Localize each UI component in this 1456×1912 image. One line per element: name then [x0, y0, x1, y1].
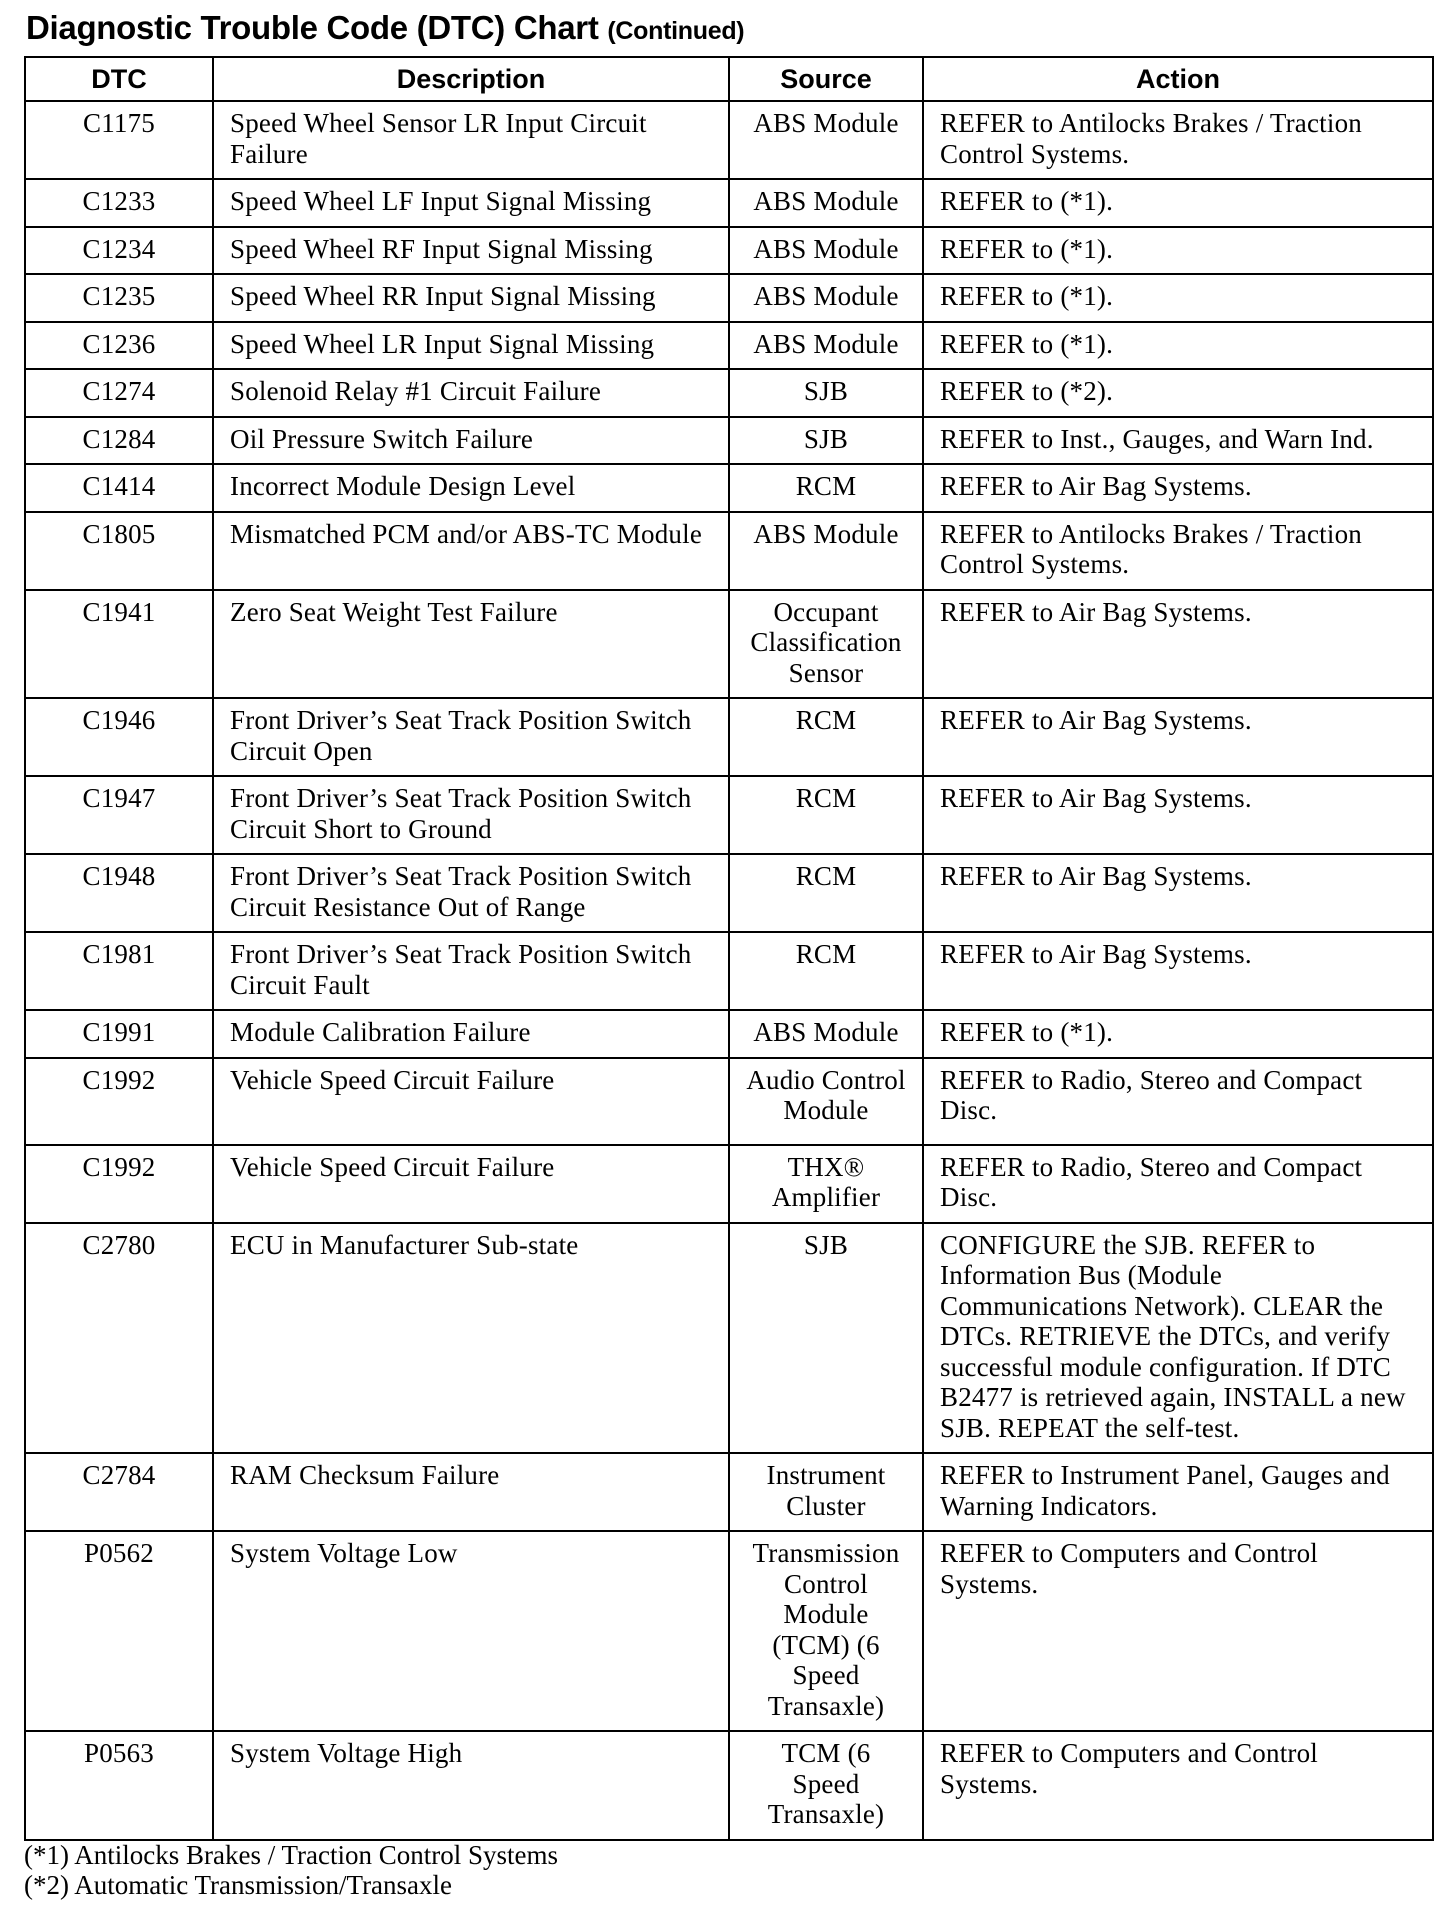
table-row	[25, 590, 1433, 699]
source-cell: ABS Module	[729, 227, 923, 275]
source-cell: RCM	[729, 854, 923, 932]
source-cell: ABS Module	[729, 322, 923, 370]
table-row	[25, 1731, 1433, 1840]
action-cell: REFER to (*1).	[923, 227, 1433, 275]
action-cell: REFER to Air Bag Systems.	[923, 854, 1433, 932]
source-cell: Occupant Classification Sensor	[729, 590, 923, 699]
table-row	[25, 322, 1433, 370]
action-cell: REFER to (*1).	[923, 322, 1433, 370]
description-cell: Oil Pressure Switch Failure	[213, 417, 729, 465]
description-cell: Incorrect Module Design Level	[213, 464, 729, 512]
source-cell: TCM (6 Speed Transaxle)	[729, 1731, 923, 1840]
action-cell: REFER to Air Bag Systems.	[923, 932, 1433, 1010]
source-cell: SJB	[729, 417, 923, 465]
description-cell: Speed Wheel LR Input Signal Missing	[213, 322, 729, 370]
column-header-dtc: DTC	[25, 57, 213, 101]
table-row	[25, 101, 1433, 179]
description-cell: System Voltage High	[213, 1731, 729, 1840]
source-cell: Audio Control Module	[729, 1058, 923, 1145]
description-cell: Speed Wheel RF Input Signal Missing	[213, 227, 729, 275]
footnote-1: (*1) Antilocks Brakes / Traction Control Systems	[24, 1840, 559, 1870]
dtc-code-cell: P0563	[25, 1731, 213, 1840]
dtc-code-cell: P0562	[25, 1531, 213, 1731]
dtc-code-cell: C1234	[25, 227, 213, 275]
action-cell: REFER to Air Bag Systems.	[923, 776, 1433, 854]
source-cell: Instrument Cluster	[729, 1453, 923, 1531]
action-cell: REFER to Air Bag Systems.	[923, 590, 1433, 699]
dtc-code-cell: C1948	[25, 854, 213, 932]
action-cell: REFER to Air Bag Systems.	[923, 698, 1433, 776]
description-cell: System Voltage Low	[213, 1531, 729, 1731]
source-cell: SJB	[729, 1223, 923, 1454]
action-cell: REFER to Air Bag Systems.	[923, 464, 1433, 512]
table-row	[25, 464, 1433, 512]
action-cell: REFER to Radio, Stereo and Compact Disc.	[923, 1058, 1433, 1145]
dtc-code-cell: C1946	[25, 698, 213, 776]
dtc-code-cell: C1233	[25, 179, 213, 227]
source-cell: RCM	[729, 932, 923, 1010]
table-row	[25, 776, 1433, 854]
dtc-code-cell: C1941	[25, 590, 213, 699]
description-cell: Solenoid Relay #1 Circuit Failure	[213, 369, 729, 417]
dtc-code-cell: C2784	[25, 1453, 213, 1531]
dtc-code-cell: C1235	[25, 274, 213, 322]
source-cell: ABS Module	[729, 101, 923, 179]
title-main: Diagnostic Trouble Code (DTC) Chart	[26, 9, 599, 46]
action-cell: REFER to (*2).	[923, 369, 1433, 417]
description-cell: Module Calibration Failure	[213, 1010, 729, 1058]
table-row	[25, 179, 1433, 227]
table-row	[25, 1145, 1433, 1223]
title-suffix: (Continued)	[607, 17, 745, 45]
description-cell: Zero Seat Weight Test Failure	[213, 590, 729, 699]
source-cell: SJB	[729, 369, 923, 417]
description-cell: Front Driver’s Seat Track Position Switch Circuit Short to Ground	[213, 776, 729, 854]
description-cell: Vehicle Speed Circuit Failure	[213, 1058, 729, 1145]
action-cell: REFER to (*1).	[923, 1010, 1433, 1058]
dtc-code-cell: C1236	[25, 322, 213, 370]
dtc-code-cell: C1981	[25, 932, 213, 1010]
description-cell: Speed Wheel LF Input Signal Missing	[213, 179, 729, 227]
table-row	[25, 1453, 1433, 1531]
description-cell: RAM Checksum Failure	[213, 1453, 729, 1531]
action-cell: REFER to Computers and Control Systems.	[923, 1731, 1433, 1840]
table-row	[25, 1058, 1433, 1145]
description-cell: Front Driver’s Seat Track Position Switch Circuit Resistance Out of Range	[213, 854, 729, 932]
table-row	[25, 932, 1433, 1010]
dtc-code-cell: C1175	[25, 101, 213, 179]
source-cell: RCM	[729, 464, 923, 512]
table-row	[25, 417, 1433, 465]
dtc-code-cell: C1274	[25, 369, 213, 417]
dtc-code-cell: C2780	[25, 1223, 213, 1454]
table-row	[25, 227, 1433, 275]
table-row	[25, 698, 1433, 776]
dtc-code-cell: C1414	[25, 464, 213, 512]
table-row	[25, 369, 1433, 417]
action-cell: REFER to (*1).	[923, 179, 1433, 227]
table-header-row	[25, 57, 1433, 101]
action-cell: REFER to Antilocks Brakes / Traction Control Systems.	[923, 512, 1433, 590]
table-row	[25, 854, 1433, 932]
column-header-source: Source	[729, 57, 923, 101]
column-header-description: Description	[213, 57, 729, 101]
action-cell: REFER to Computers and Control Systems.	[923, 1531, 1433, 1731]
source-cell: ABS Module	[729, 274, 923, 322]
column-header-action: Action	[923, 57, 1433, 101]
footnotes	[24, 1840, 558, 1900]
table-row	[25, 1010, 1433, 1058]
description-cell: Speed Wheel RR Input Signal Missing	[213, 274, 729, 322]
dtc-code-cell: C1992	[25, 1145, 213, 1223]
table-row	[25, 1223, 1433, 1454]
action-cell: REFER to Inst., Gauges, and Warn Ind.	[923, 417, 1433, 465]
action-cell: REFER to Instrument Panel, Gauges and Warning Indicators.	[923, 1453, 1433, 1531]
source-cell: RCM	[729, 698, 923, 776]
source-cell: ABS Module	[729, 179, 923, 227]
source-cell: RCM	[729, 776, 923, 854]
action-cell: REFER to Radio, Stereo and Compact Disc.	[923, 1145, 1433, 1223]
dtc-code-cell: C1284	[25, 417, 213, 465]
source-cell: THX® Amplifier	[729, 1145, 923, 1223]
table-row	[25, 1531, 1433, 1731]
dtc-code-cell: C1992	[25, 1058, 213, 1145]
footnote-2: (*2) Automatic Transmission/Transaxle	[24, 1870, 453, 1900]
description-cell: Mismatched PCM and/or ABS-TC Module	[213, 512, 729, 590]
description-cell: Front Driver’s Seat Track Position Switch Circuit Fault	[213, 932, 729, 1010]
dtc-table	[24, 56, 1434, 1841]
dtc-code-cell: C1947	[25, 776, 213, 854]
dtc-code-cell: C1991	[25, 1010, 213, 1058]
action-cell: REFER to Antilocks Brakes / Traction Control Systems.	[923, 101, 1433, 179]
description-cell: Front Driver’s Seat Track Position Switch Circuit Open	[213, 698, 729, 776]
page-title	[26, 6, 744, 53]
action-cell: CONFIGURE the SJB. REFER to Information Bus (Module Communications Network). CLEAR the DTCs. RETRIEVE the DTCs, and verify successful module configuration. If DTC B2477 is retrieved again, INSTALL a new SJB. REPEAT the self-test.	[923, 1223, 1433, 1454]
description-cell: Speed Wheel Sensor LR Input Circuit Failure	[213, 101, 729, 179]
source-cell: ABS Module	[729, 512, 923, 590]
source-cell: ABS Module	[729, 1010, 923, 1058]
action-cell: REFER to (*1).	[923, 274, 1433, 322]
table-row	[25, 512, 1433, 590]
table-row	[25, 274, 1433, 322]
description-cell: ECU in Manufacturer Sub-state	[213, 1223, 729, 1454]
source-cell: Transmission Control Module (TCM) (6 Speed Transaxle)	[729, 1531, 923, 1731]
description-cell: Vehicle Speed Circuit Failure	[213, 1145, 729, 1223]
dtc-code-cell: C1805	[25, 512, 213, 590]
